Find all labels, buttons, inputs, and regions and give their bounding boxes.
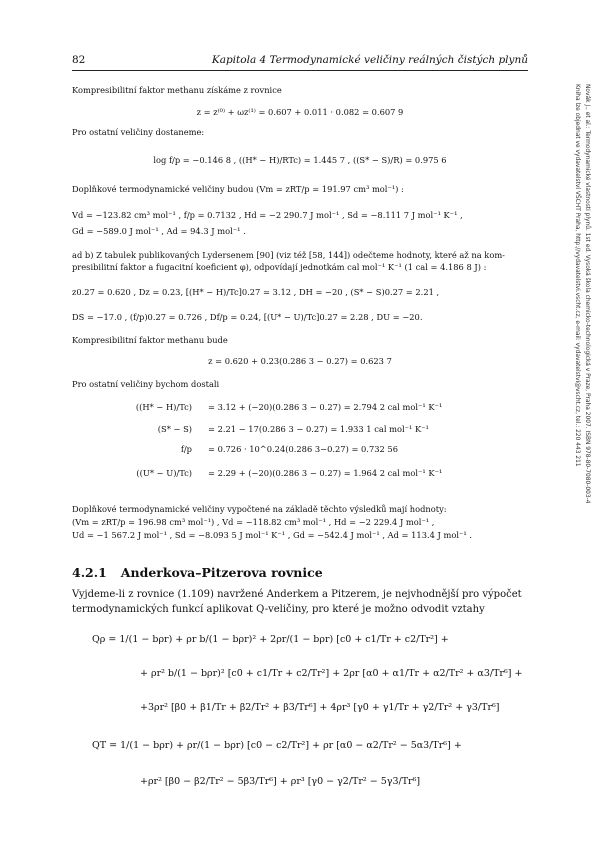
paragraph: Pro ostatní veličiny bychom dostali [72, 379, 220, 389]
equation: z = z⁽⁰⁾ + ωz⁽¹⁾ = 0.607 + 0.011 · 0.082 = 0.607 9 [196, 107, 404, 117]
citation-line-2: Kniha lze objednat ve vydavatelství VŠCHT Praha, http://vydavatelstvi.vscht.cz, e-mail: vydavatelstvi@vscht.cz, tel.: 220 443 211 [574, 84, 580, 467]
equation: Ud = −1 567.2 J mol⁻¹ , Sd = −8.093 5 J mol⁻¹ K⁻¹ , Gd = −542.4 J mol⁻¹ , Ad = 113.4 J mol⁻¹ . [72, 530, 472, 540]
citation-line-1: Novák J., et al.: Termodynamické vlastnosti plynů. 1st ed. Vysoká škola chemicko-technologická v Praze, Praha 2007. ISBN 978-80-7080-003-4 [584, 84, 590, 504]
section-title: Anderkova–Pitzerova rovnice [120, 565, 323, 580]
paragraph: ad b) Z tabulek publikovaných Lydersenem [90] (viz též [58, 144]) odečteme hodnoty, které až na kom- [72, 250, 505, 260]
sidebar-citation [566, 84, 590, 714]
equation: (Vm = zRT/p = 196.98 cm³ mol⁻¹) , Vd = −118.82 cm³ mol⁻¹ , Hd = −2 229.4 J mol⁻¹ , [72, 517, 435, 527]
system-rhs: = 2.29 + (−20)(0.286 3 − 0.27) = 1.964 2 cal mol⁻¹ K⁻¹ [208, 468, 443, 478]
q-t-line-1: QT = 1/(1 − bρr) + ρr/(1 − bρr) [c0 − c2/Tr²] + ρr [α0 − α2/Tr² − 5α3/Tr⁶] + [92, 740, 462, 751]
q-rho-line-3: +3ρr² [β0 + β1/Tr + β2/Tr² + β3/Tr⁶] + 4ρr³ [γ0 + γ1/Tr + γ2/Tr² + γ3/Tr⁶] [140, 702, 500, 713]
equation: log f/p = −0.146 8 , ((H* − H)/RTc) = 1.445 7 , ((S* − S)/R) = 0.975 6 [153, 155, 447, 165]
running-header [72, 54, 528, 68]
system-lhs: (S* − S) [157, 424, 192, 434]
paragraph: presibilitní faktor a fugacitní koeficient φ), odpovídají jednotkám cal mol⁻¹ K⁻¹ (1 cal = 4.186 8 J) : [72, 262, 487, 272]
page-number: 82 [72, 54, 86, 66]
chapter-title: Kapitola 4 Termodynamické veličiny reálných čistých plynů [211, 54, 528, 66]
system-rhs: = 3.12 + (−20)(0.286 3 − 0.27) = 2.794 2 cal mol⁻¹ K⁻¹ [208, 402, 443, 412]
system-lhs: ((U* − U)/Tc) [136, 468, 192, 478]
q-t-line-2: +ρr² [β0 − β2/Tr² − 5β3/Tr⁶] + ρr³ [γ0 − γ2/Tr² − 5γ3/Tr⁶] [140, 776, 421, 787]
equation: Vd = −123.82 cm³ mol⁻¹ , f/p = 0.7132 , Hd = −2 290.7 J mol⁻¹ , Sd = −8.111 7 J mol⁻¹ K⁻¹ , [72, 210, 463, 220]
system-lhs: ((H* − H)/Tc) [135, 402, 192, 412]
q-rho-line-1: Qρ = 1/(1 − bρr) + ρr b/(1 − bρr)² + 2ρr/(1 − bρr) [c0 + c1/Tr + c2/Tr²] + [92, 634, 449, 645]
equation: Gd = −589.0 J mol⁻¹ , Ad = 94.3 J mol⁻¹ . [72, 226, 246, 236]
paragraph: Kompresibilitní faktor methanu získáme z rovnice [72, 85, 282, 95]
system-lhs: f/p [180, 444, 192, 454]
paragraph: Doplňkové termodynamické veličiny vypočtené na základě těchto výsledků mají hodnoty: [72, 504, 447, 514]
equation: DS = −17.0 , (f/p)0.27 = 0.726 , Df/p = 0.24, [(U* − U)/Tc]0.27 = 2.28 , DU = −20. [72, 312, 423, 322]
header-rule [72, 70, 528, 71]
equation: z = 0.620 + 0.23(0.286 3 − 0.27) = 0.623 7 [208, 356, 392, 366]
system-rhs: = 2.21 − 17(0.286 3 − 0.27) = 1.933 1 cal mol⁻¹ K⁻¹ [208, 424, 429, 434]
paragraph: Doplňkové termodynamické veličiny budou (Vm = zRT/p = 191.97 cm³ mol⁻¹) : [72, 184, 404, 194]
paragraph: Vyjdeme-li z rovnice (1.109) navržené Anderkem a Pitzerem, je nejvhodnější pro výpočet termodynamických funkcí aplikovat Q-veličiny, pro které je možno odvodit vztahy [72, 589, 522, 615]
q-rho-line-2: + ρr² b/(1 − bρr)² [c0 + c1/Tr + c2/Tr²] + 2ρr [α0 + α1/Tr + α2/Tr² + α3/Tr⁶] + [140, 668, 523, 679]
section-number: 4.2.1 [72, 565, 107, 580]
section-heading [72, 565, 323, 580]
paragraph: Kompresibilitní faktor methanu bude [72, 335, 228, 345]
equation: z0.27 = 0.620 , Dz = 0.23, [(H* − H)/Tc]0.27 = 3.12 , DH = −20 , (S* − S)0.27 = 2.21 , [72, 287, 440, 297]
paragraph: Pro ostatní veličiny dostaneme: [72, 127, 205, 137]
system-rhs: = 0.726 · 10^0.24(0.286 3−0.27) = 0.732 56 [208, 444, 398, 454]
